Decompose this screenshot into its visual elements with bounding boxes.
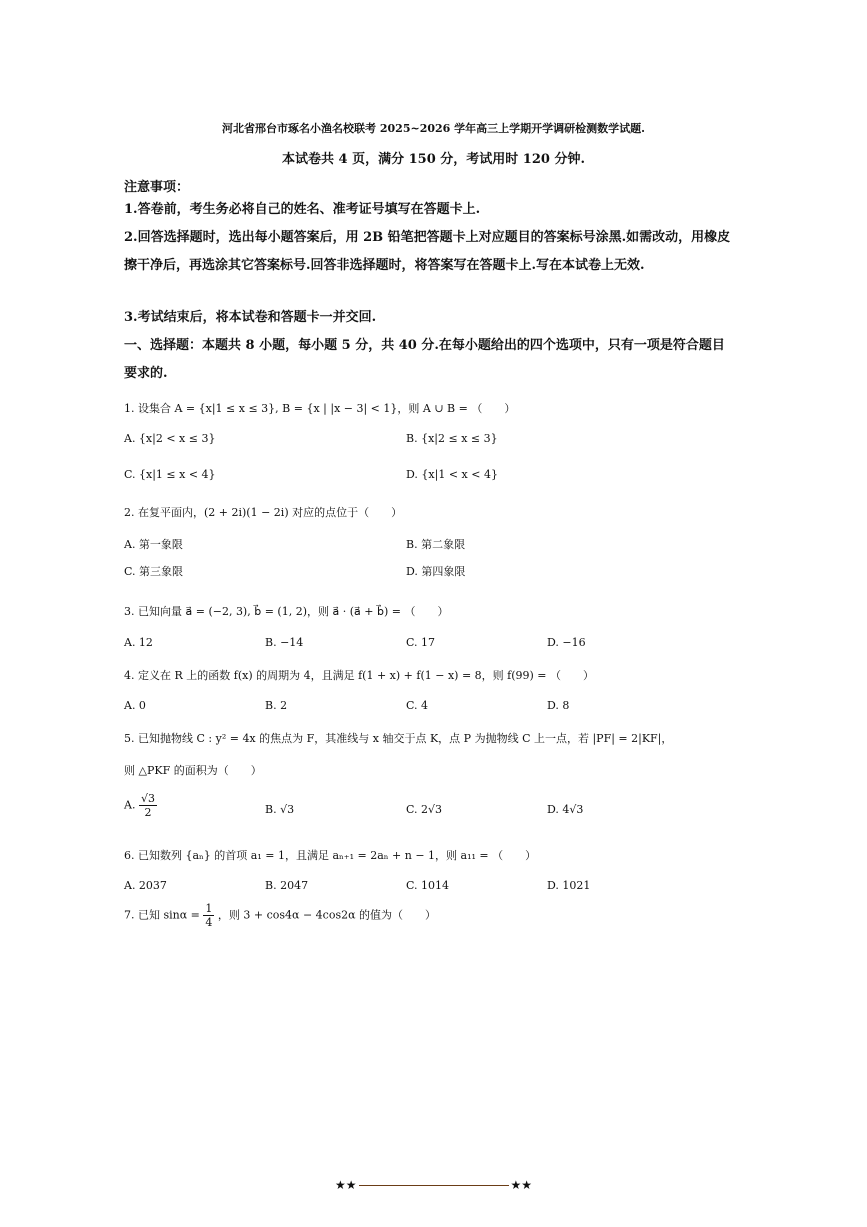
question-6-option-a: A. 2037 xyxy=(124,879,167,892)
question-5-stem-line1: 5. 已知抛物线 C : y² = 4x 的焦点为 F，其准线与 x 轴交于点 K，点 P 为抛物线 C 上一点，若 |PF| = 2|KF|， xyxy=(124,732,673,745)
notice-item-2: 2.回答选择题时，选出每小题答案后，用 2B 铅笔把答题卡上对应题目的答案标号涂黑.如需改动，用橡皮擦干净后，再选涂其它答案标号.回答非选择题时，将答案写在答题卡上.写在本试卷上无效. xyxy=(124,230,731,273)
question-4-option-d: D. 8 xyxy=(547,699,570,712)
notice-item-3: 3.考试结束后，将本试卷和答题卡一并交回. xyxy=(124,310,377,325)
question-5-stem-line2: 则 △PKF 的面积为（ ） xyxy=(124,764,262,777)
question-3-option-b: B. −14 xyxy=(265,636,304,649)
question-2-option-a: A. 第一象限 xyxy=(124,538,183,551)
question-5-option-d: D. 4√3 xyxy=(547,803,584,816)
question-2-option-c: C. 第三象限 xyxy=(124,565,184,578)
question-1-option-d: D. {x|1 < x < 4} xyxy=(406,468,498,481)
fraction-numerator: 1 xyxy=(205,902,213,915)
question-1-option-a: A. {x|2 < x ≤ 3} xyxy=(124,432,216,445)
question-4-option-c: C. 4 xyxy=(406,699,429,712)
question-7-stem-prefix: 7. 已知 sinα = xyxy=(124,908,200,922)
question-5-option-a-prefix: A. xyxy=(124,798,136,812)
page-subtitle: 本试卷共 4 页，满分 150 分，考试用时 120 分钟. xyxy=(282,152,585,167)
question-1-option-c: C. {x|1 ≤ x < 4} xyxy=(124,468,216,481)
question-6-option-c: C. 1014 xyxy=(406,879,450,892)
page-footer xyxy=(0,1178,867,1192)
question-5-option-a-fraction xyxy=(139,792,157,819)
fraction-numerator: √3 xyxy=(140,792,155,805)
question-3-option-d: D. −16 xyxy=(547,636,586,649)
question-7-stem-suffix: ，则 3 + cos4α − 4cos2α 的值为（ ） xyxy=(217,908,437,922)
footer-divider xyxy=(359,1185,509,1186)
notice-item-1: 1.答卷前，考生务必将自己的姓名、准考证号填写在答题卡上. xyxy=(124,202,481,217)
question-7-fraction xyxy=(203,902,214,929)
star-icon: ★★ xyxy=(510,1178,533,1192)
question-1-option-b: B. {x|2 ≤ x ≤ 3} xyxy=(406,432,498,445)
question-2-stem: 2. 在复平面内，(2 + 2i)(1 − 2i) 对应的点位于（ ） xyxy=(124,506,403,519)
question-5-option-c: C. 2√3 xyxy=(406,803,443,816)
question-5-option-a xyxy=(124,792,157,819)
page-title: 河北省邢台市琢名小渔名校联考 2025~2026 学年高三上学期开学调研检测数学试题. xyxy=(222,122,645,135)
question-4-option-a: A. 0 xyxy=(124,699,146,712)
star-icon: ★★ xyxy=(334,1178,357,1192)
question-6-stem: 6. 已知数列 {aₙ} 的首项 a₁ = 1，且满足 aₙ₊₁ = 2aₙ + n − 1，则 a₁₁ = （ ） xyxy=(124,849,537,862)
question-2-option-b: B. 第二象限 xyxy=(406,538,466,551)
question-4-option-b: B. 2 xyxy=(265,699,288,712)
question-6-option-d: D. 1021 xyxy=(547,879,591,892)
fraction-denominator: 4 xyxy=(205,916,213,929)
section-heading-choice: 一、选择题：本题共 8 小题，每小题 5 分，共 40 分.在每小题给出的四个选项中，只有一项是符合题目要求的. xyxy=(124,338,725,381)
question-3-stem: 3. 已知向量 a⃗ = (−2, 3), b⃗ = (1, 2)，则 a⃗ · (a⃗ + b⃗) = （ ） xyxy=(124,605,449,618)
question-7-stem xyxy=(124,902,436,929)
question-2-option-d: D. 第四象限 xyxy=(406,565,466,578)
question-1-stem: 1. 设集合 A = {x|1 ≤ x ≤ 3}, B = {x | |x − 3| < 1}，则 A ∪ B = （ ） xyxy=(124,402,516,415)
question-3-option-a: A. 12 xyxy=(124,636,153,649)
question-4-stem: 4. 定义在 R 上的函数 f(x) 的周期为 4，且满足 f(1 + x) + f(1 − x) = 8，则 f(99) = （ ） xyxy=(124,669,595,682)
question-5-option-b: B. √3 xyxy=(265,803,295,816)
notice-heading: 注意事项： xyxy=(124,180,190,195)
question-6-option-b: B. 2047 xyxy=(265,879,309,892)
fraction-denominator: 2 xyxy=(144,806,152,819)
question-3-option-c: C. 17 xyxy=(406,636,436,649)
